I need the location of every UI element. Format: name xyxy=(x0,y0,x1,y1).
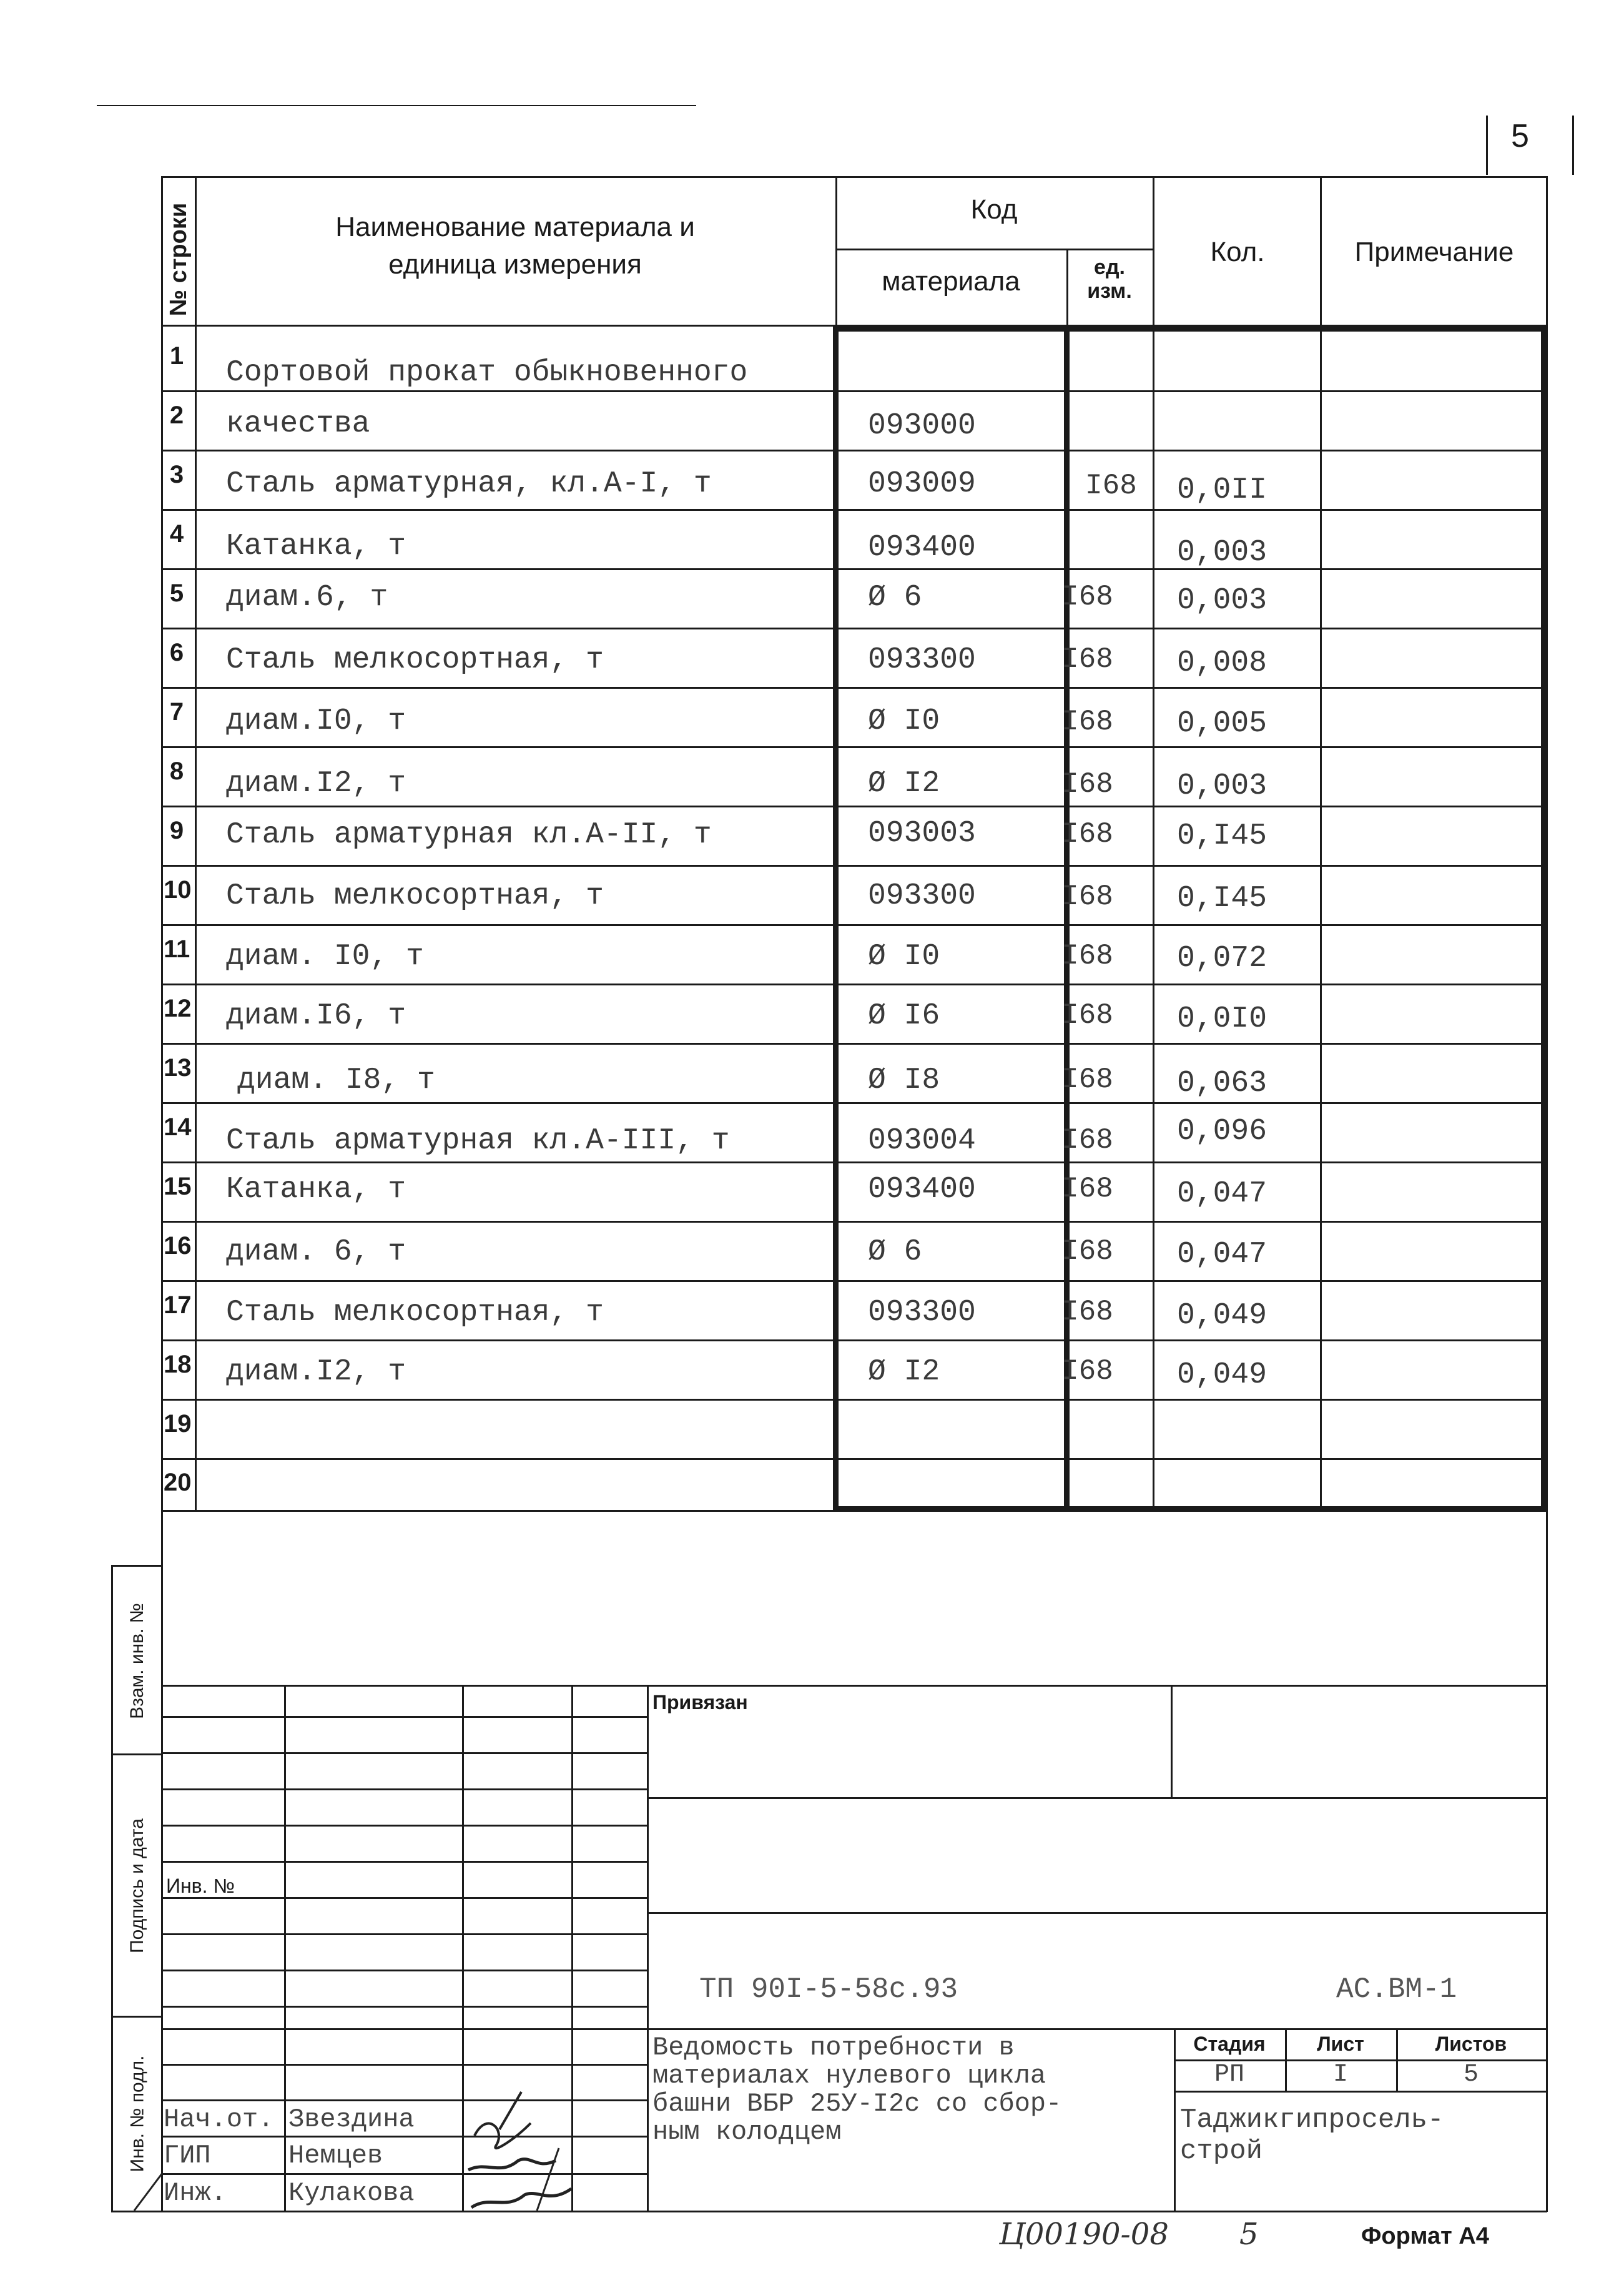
material-name: Сталь арматурная, кл.А-I, т xyxy=(226,467,712,501)
stamp-grid-line xyxy=(161,1933,647,1935)
privyazan-label: Привязан xyxy=(652,1691,748,1714)
material-name: Сталь мелкосортная, т xyxy=(226,1296,604,1329)
header-name-line2: единица измерения xyxy=(388,249,642,280)
stamp-grid-line xyxy=(161,1752,647,1754)
sheets-label: Листов xyxy=(1435,2033,1507,2055)
header-row-no: № строки xyxy=(165,202,192,316)
stamp-grid-line xyxy=(647,2028,1547,2030)
unit-code: I68 xyxy=(1061,706,1113,738)
unit-code: I68 xyxy=(1061,1063,1113,1096)
row-number: 9 xyxy=(169,817,184,844)
signature-marks xyxy=(462,2054,581,2217)
unit-code: I68 xyxy=(1061,1235,1113,1268)
material-code: Ø I0 xyxy=(868,704,940,738)
stamp-grid-line xyxy=(647,1912,1547,1914)
material-name: Катанка, т xyxy=(226,1173,406,1206)
sheet-code: АС.ВМ-1 xyxy=(1336,1973,1457,2006)
row-number: 16 xyxy=(164,1232,192,1260)
unit-code: I68 xyxy=(1061,999,1113,1032)
stage-label: Стадия xyxy=(1193,2033,1266,2055)
unit-code: I68 xyxy=(1061,768,1113,801)
person-role: Инж. xyxy=(164,2178,227,2208)
org-line1: Таджикгипросель- xyxy=(1180,2104,1444,2136)
row-line xyxy=(161,628,1547,629)
material-name: качества xyxy=(226,407,370,441)
side-strip-line xyxy=(111,1753,162,1755)
table-bottom-border xyxy=(161,1510,1547,1512)
stamp-grid-line xyxy=(1174,2091,1547,2093)
header-col-sep xyxy=(1066,249,1068,326)
header-row-no-wrap xyxy=(164,190,195,328)
quantity: 0,003 xyxy=(1177,769,1267,803)
org-line2: строй xyxy=(1180,2136,1263,2167)
stamp-vertical xyxy=(1171,1685,1173,1797)
page-number-border xyxy=(1486,116,1488,175)
material-code: 093300 xyxy=(868,643,976,677)
format-label: Формат А4 xyxy=(1361,2223,1489,2249)
stamp-grid-line xyxy=(161,1825,647,1827)
stamp-vertical xyxy=(647,1685,649,2212)
unit-code: I68 xyxy=(1061,1124,1113,1156)
row-line xyxy=(161,390,1547,392)
quantity: 0,049 xyxy=(1177,1299,1267,1333)
row-line xyxy=(161,746,1547,748)
person-role: ГИП xyxy=(164,2141,211,2171)
side-label-podpis-wrap xyxy=(119,1761,156,2011)
material-code: 093300 xyxy=(868,879,976,913)
thick-col-sep xyxy=(1064,326,1070,1510)
header-code-material: материала xyxy=(882,266,1020,297)
unit-code: I68 xyxy=(1061,1173,1113,1205)
archive-number: Ц00190-08 xyxy=(999,2217,1169,2252)
row-line xyxy=(161,450,1547,451)
quantity: 0,047 xyxy=(1177,1177,1267,1211)
title-line3: башни ВБР 25У-I2с со сбор- xyxy=(652,2089,1062,2119)
material-code: 093300 xyxy=(868,1296,976,1329)
page-number: 5 xyxy=(1511,118,1529,154)
material-name: диам.I0, т xyxy=(226,704,406,738)
row-line xyxy=(161,509,1547,511)
side-label-vzam-wrap xyxy=(119,1574,156,1748)
title-line1: Ведомость потребности в xyxy=(652,2033,1015,2063)
row-number: 10 xyxy=(164,876,192,904)
stamp-grid-line xyxy=(647,1797,1547,1799)
quantity: 0,I45 xyxy=(1177,819,1267,853)
row-number: 18 xyxy=(164,1351,192,1378)
material-name: диам. 6, т xyxy=(226,1235,406,1269)
unit-code: I68 xyxy=(1085,470,1137,502)
stamp-grid-line xyxy=(161,1970,647,1971)
material-code: Ø I8 xyxy=(868,1063,940,1097)
row-line xyxy=(161,1102,1547,1104)
header-code-divider xyxy=(835,249,1153,250)
stamp-grid-line xyxy=(161,2006,647,2008)
row-number: 15 xyxy=(164,1173,192,1200)
row-line xyxy=(161,568,1547,570)
stamp-top-border xyxy=(161,1685,1547,1687)
material-name: диам. I0, т xyxy=(226,940,424,974)
row-number: 7 xyxy=(169,698,184,726)
quantity: 0,I45 xyxy=(1177,882,1267,915)
person-name: Кулакова xyxy=(288,2178,415,2208)
row-number: 1 xyxy=(169,342,184,370)
thick-border-right xyxy=(1541,326,1547,1510)
material-code: Ø 6 xyxy=(868,581,922,614)
header-code: Код xyxy=(970,194,1018,225)
material-name: Сталь арматурная кл.А-II, т xyxy=(226,818,712,852)
header-col-sep xyxy=(1153,176,1154,326)
material-name: Сталь арматурная кл.А-III, т xyxy=(226,1124,730,1158)
stamp-vertical xyxy=(284,1685,286,2212)
material-code: Ø I2 xyxy=(868,767,940,801)
col-sep-unit-qty xyxy=(1153,326,1154,1510)
unit-code: I68 xyxy=(1061,643,1113,676)
row-line xyxy=(161,1043,1547,1045)
quantity: 0,0II xyxy=(1177,473,1267,507)
row-line xyxy=(161,806,1547,807)
row-number: 6 xyxy=(169,639,184,666)
unit-code: I68 xyxy=(1061,940,1113,972)
row-number: 14 xyxy=(164,1113,192,1141)
material-code: 093009 xyxy=(868,467,976,501)
row-line xyxy=(161,1221,1547,1223)
sheets-value: 5 xyxy=(1463,2061,1479,2089)
thick-border-left xyxy=(833,326,839,1510)
material-name: Сортовой прокат обыкновенного xyxy=(226,356,748,390)
stamp-grid-line xyxy=(161,1788,647,1790)
stamp-grid-line xyxy=(161,1716,647,1718)
header-quantity: Кол. xyxy=(1210,237,1265,267)
material-name: Сталь мелкосортная, т xyxy=(226,643,604,677)
material-code: Ø I0 xyxy=(868,940,940,974)
sheet-value: I xyxy=(1332,2061,1348,2089)
title-line4: ным колодцем xyxy=(652,2117,842,2147)
quantity: 0,003 xyxy=(1177,536,1267,570)
material-name: Сталь мелкосортная, т xyxy=(226,879,604,913)
row-line xyxy=(161,1458,1547,1460)
person-name: Немцев xyxy=(288,2141,383,2171)
row-line xyxy=(161,687,1547,689)
corner-slash-mark xyxy=(125,2167,169,2217)
material-code: Ø 6 xyxy=(868,1235,922,1269)
side-strip-border xyxy=(111,1565,113,2212)
row-number: 11 xyxy=(164,935,190,963)
row-line xyxy=(161,1339,1547,1341)
side-strip-line xyxy=(111,2016,162,2018)
row-number: 3 xyxy=(169,461,184,488)
material-code: 093400 xyxy=(868,531,976,565)
quantity: 0,049 xyxy=(1177,1358,1267,1392)
archive-page: 5 xyxy=(1239,2217,1259,2252)
unit-code: I68 xyxy=(1061,818,1113,851)
row-number: 12 xyxy=(164,995,192,1022)
stage-value: РП xyxy=(1214,2061,1244,2089)
header-code-unit-2: изм. xyxy=(1087,279,1132,303)
quantity: 0,0I0 xyxy=(1177,1002,1267,1036)
row-number: 13 xyxy=(164,1054,192,1082)
side-strip-line xyxy=(111,1565,162,1567)
quantity: 0,096 xyxy=(1177,1115,1267,1148)
material-code: 093004 xyxy=(868,1124,976,1158)
unit-code: I68 xyxy=(1061,880,1113,913)
rowno-column-border xyxy=(195,176,197,1510)
title-line2: материалах нулевого цикла xyxy=(652,2061,1046,2091)
thick-border-top xyxy=(833,326,1547,332)
header-code-unit-1: ед. xyxy=(1094,255,1125,279)
row-number: 8 xyxy=(169,757,184,785)
quantity: 0,047 xyxy=(1177,1238,1267,1271)
row-number: 2 xyxy=(169,402,184,429)
unit-code: I68 xyxy=(1061,1355,1113,1388)
person-role: Нач.от. xyxy=(164,2104,274,2134)
material-code: Ø I6 xyxy=(868,999,940,1033)
person-name: Звездина xyxy=(288,2104,415,2134)
material-name: диам.6, т xyxy=(226,581,388,614)
row-line xyxy=(161,924,1547,926)
unit-code: I68 xyxy=(1061,1296,1113,1328)
frame-left-border xyxy=(161,176,163,2212)
material-name: диам. I8, т xyxy=(237,1063,435,1097)
row-number: 17 xyxy=(164,1291,192,1319)
side-label-vzam: Взам. инв. № xyxy=(127,1603,148,1719)
material-name: Катанка, т xyxy=(226,530,406,563)
row-number: 20 xyxy=(164,1469,192,1496)
unit-code: I68 xyxy=(1061,581,1113,613)
quantity: 0,008 xyxy=(1177,646,1267,680)
stamp-grid-line xyxy=(161,1861,647,1863)
qty-note-column-border xyxy=(1320,176,1322,1510)
inv-no-label: Инв. № xyxy=(166,1875,235,1897)
doc-code: ТП 90I-5-58с.93 xyxy=(699,1973,958,2006)
material-code: 093400 xyxy=(868,1173,976,1206)
header-col-sep xyxy=(835,176,837,326)
material-name: диам.I6, т xyxy=(226,999,406,1033)
quantity: 0,072 xyxy=(1177,942,1267,975)
side-label-podpis: Подпись и дата xyxy=(127,1818,147,1953)
material-code: 093000 xyxy=(868,409,976,443)
stamp-bottom-border xyxy=(161,2211,1547,2212)
top-rule xyxy=(97,105,696,106)
header-name-line1: Наименование материала и xyxy=(335,212,695,242)
stamp-grid-line xyxy=(161,2028,647,2030)
material-code: 093003 xyxy=(868,817,976,851)
quantity: 0,063 xyxy=(1177,1067,1267,1100)
row-line xyxy=(161,865,1547,867)
material-name: диам.I2, т xyxy=(226,1355,406,1389)
row-number: 19 xyxy=(164,1410,192,1437)
row-number: 5 xyxy=(169,579,184,607)
row-line xyxy=(161,1399,1547,1401)
header-note: Примечание xyxy=(1354,237,1514,267)
table-top-border xyxy=(161,176,1547,178)
row-line xyxy=(161,1280,1547,1282)
quantity: 0,003 xyxy=(1177,584,1267,618)
sheet-label: Лист xyxy=(1317,2033,1364,2055)
side-label-inv-podl: Инв. № подл. xyxy=(127,2055,147,2172)
material-code: Ø I2 xyxy=(868,1355,940,1389)
material-name: диам.I2, т xyxy=(226,767,406,801)
row-number: 4 xyxy=(169,520,184,548)
page-number-border xyxy=(1572,116,1574,175)
row-line xyxy=(161,984,1547,985)
row-line xyxy=(161,1161,1547,1163)
quantity: 0,005 xyxy=(1177,707,1267,741)
